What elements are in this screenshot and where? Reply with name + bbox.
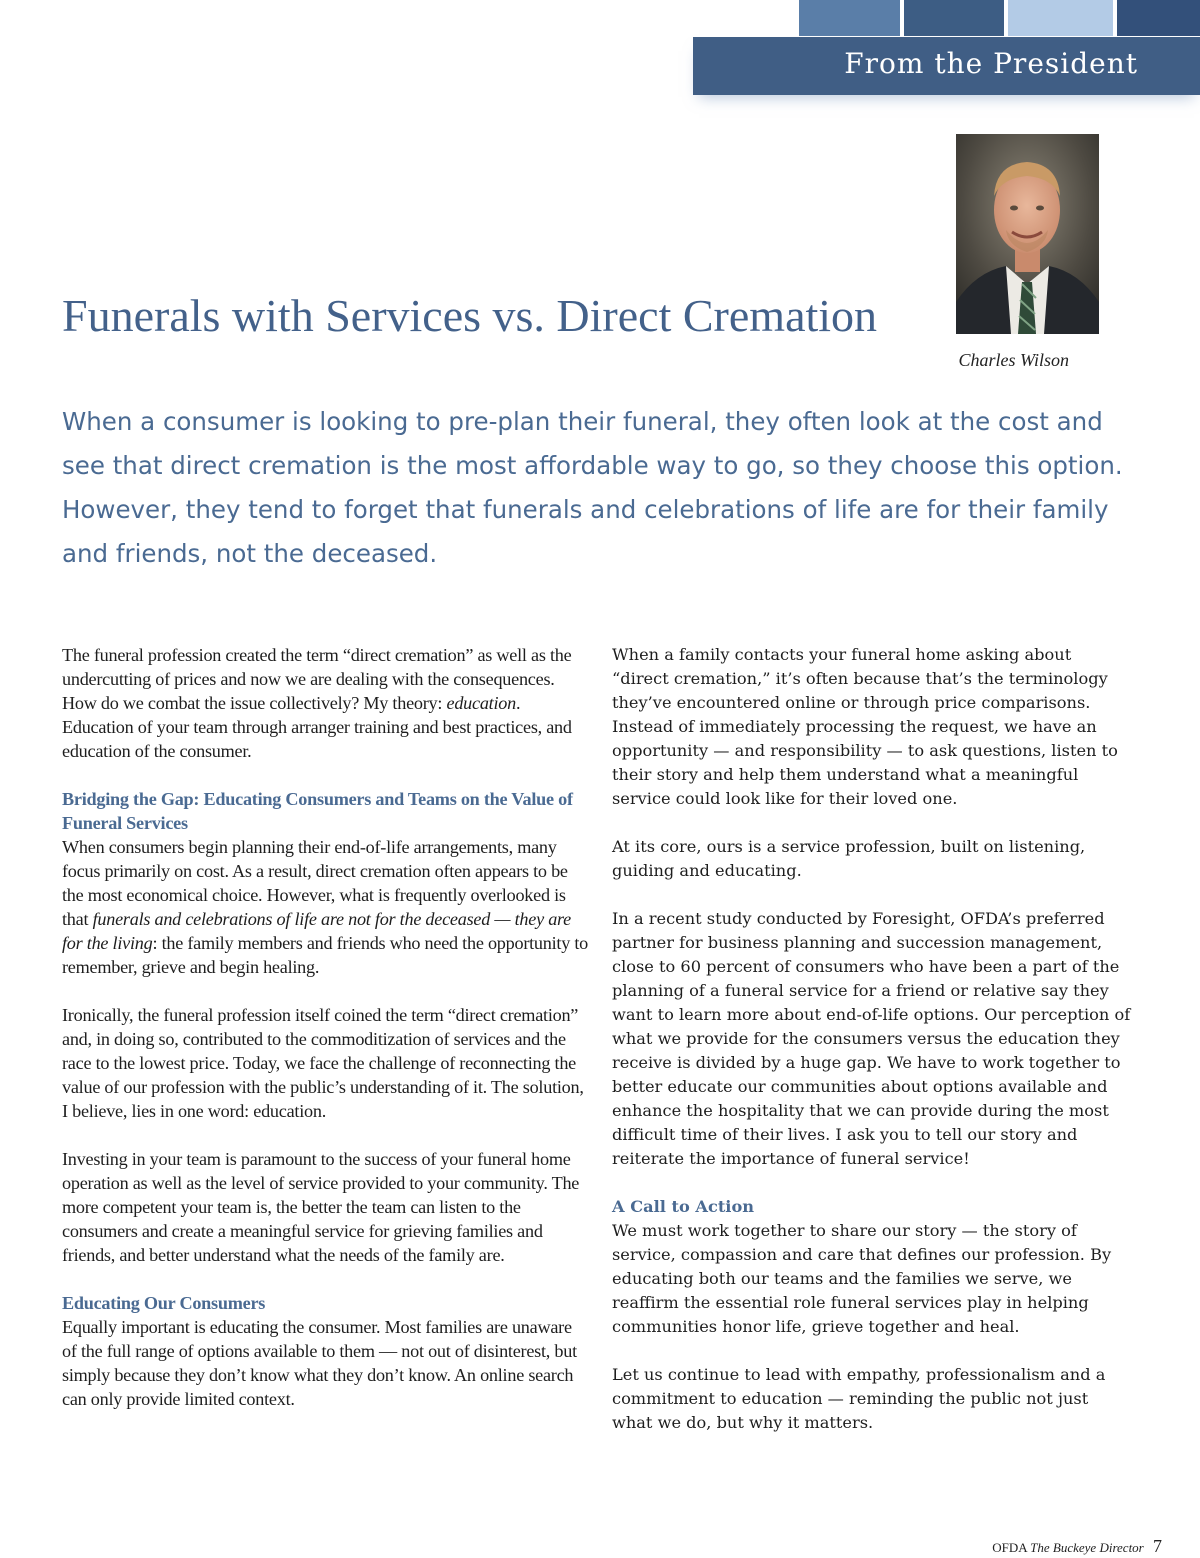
paragraph-text: : the family members and friends who need the opportunity to remember, grieve and begin healing.: [62, 933, 589, 977]
paragraph: In a recent study conducted by Foresight, OFDA’s preferred partner for business planning and succession management, close to 60 percent of consumers who have been a part of the planning of a funeral service for a friend or relative say they want to learn more about end-of-life options. Our perception of what we provide for the consumers versus the education they receive is divided by a huge gap. We have to work together to better educate our communities about options available and enhance the hospitality that we can provide during the most difficult time of their lives. I ask you to tell our story and reiterate the importance of funeral service!: [612, 909, 1131, 1168]
paragraph: Investing in your team is paramount to the success of your funeral home operation as well as the level of service provided to your community. The more competent your team is, the better the team can listen to the consumers and create a meaningful service for grieving families and friends, and better understand what the needs of the family are.: [62, 1149, 580, 1265]
paragraph: [62, 643, 590, 763]
header-color-block: [799, 0, 900, 36]
paragraph-text: . Education of your team through arranger training and best practices, and education of the consumer.: [62, 693, 572, 761]
paragraph: We must work together to share our story — the story of service, compassion and care that defines our profession. By educating both our teams and the families we serve, we reaffirm the essential role funeral services play in helping communities honor life, grieve together and heal.: [612, 1221, 1112, 1336]
paragraph: At its core, ours is a service profession, built on listening, guiding and educating.: [612, 837, 1086, 880]
page-footer: [992, 1536, 1162, 1557]
article-lede: When a consumer is looking to pre-plan their funeral, they often look at the cost and see that direct cremation is the most affordable way to go, so they choose this option. However, they tend to forget that funerals and celebrations of life are for their family and friends, not the deceased.: [62, 407, 1123, 568]
paragraph: Ironically, the funeral profession itself coined the term “direct cremation” and, in doing so, contributed to the commoditization of services and the race to the lowest price. Today, we face the challenge of reconnecting the value of our profession with the public’s understanding of it. The solution, I believe, lies in one word: education.: [62, 1005, 584, 1121]
section-heading: A Call to Action: [612, 1197, 755, 1216]
section-label: From the President: [844, 47, 1138, 80]
header-color-block: [904, 0, 1004, 36]
paragraph-text: When consumers begin planning their end-of-life arrangements, many focus primarily on cost. As a result, direct cremation often appears to be the most economical choice. However, what is frequently overlooked is that: [62, 837, 568, 929]
header-color-block: [1008, 0, 1113, 36]
paragraph: Let us continue to lead with empathy, professionalism and a commitment to education — reminding the public not just what we do, but why it matters.: [612, 1365, 1106, 1432]
paragraph: [62, 835, 590, 979]
footer-publication: The Buckeye Director: [1030, 1540, 1144, 1555]
footer-org: OFDA: [992, 1540, 1027, 1555]
paragraph: When a family contacts your funeral home asking about “direct cremation,” it’s often because that’s the terminology they’ve encountered online or through price comparisons. Instead of immediately processing the request, we have an opportunity — and responsibility — to ask questions, listen to their story and help them understand what a meaningful service could look like for their loved one.: [612, 645, 1118, 808]
emphasis-text: funerals and celebrations of life are not for the deceased — they are for the living: [62, 909, 572, 953]
paragraph: Equally important is educating the consumer. Most families are unaware of the full range of options available to them — not out of disinterest, but simply because they don’t know what they don’t know. An online search can only provide limited context.: [62, 1317, 577, 1409]
section-heading: Bridging the Gap: Educating Consumers and Teams on the Value of Funeral Services: [62, 789, 573, 833]
left-column: [62, 643, 590, 1435]
article-title: Funerals with Services vs. Direct Cremation: [62, 290, 878, 341]
author-photo: [956, 134, 1099, 334]
header-color-block: [1117, 0, 1200, 36]
page-number: 7: [1153, 1536, 1162, 1556]
section-heading: Educating Our Consumers: [62, 1293, 266, 1313]
author-caption: Charles Wilson: [958, 350, 1069, 370]
emphasis-text: education: [446, 693, 516, 713]
paragraph-text: The funeral profession created the term “direct cremation” as well as the undercutting of prices and now we are dealing with the consequences. How do we combat the issue collectively? My theory:: [62, 645, 572, 713]
right-column: [612, 643, 1132, 1459]
